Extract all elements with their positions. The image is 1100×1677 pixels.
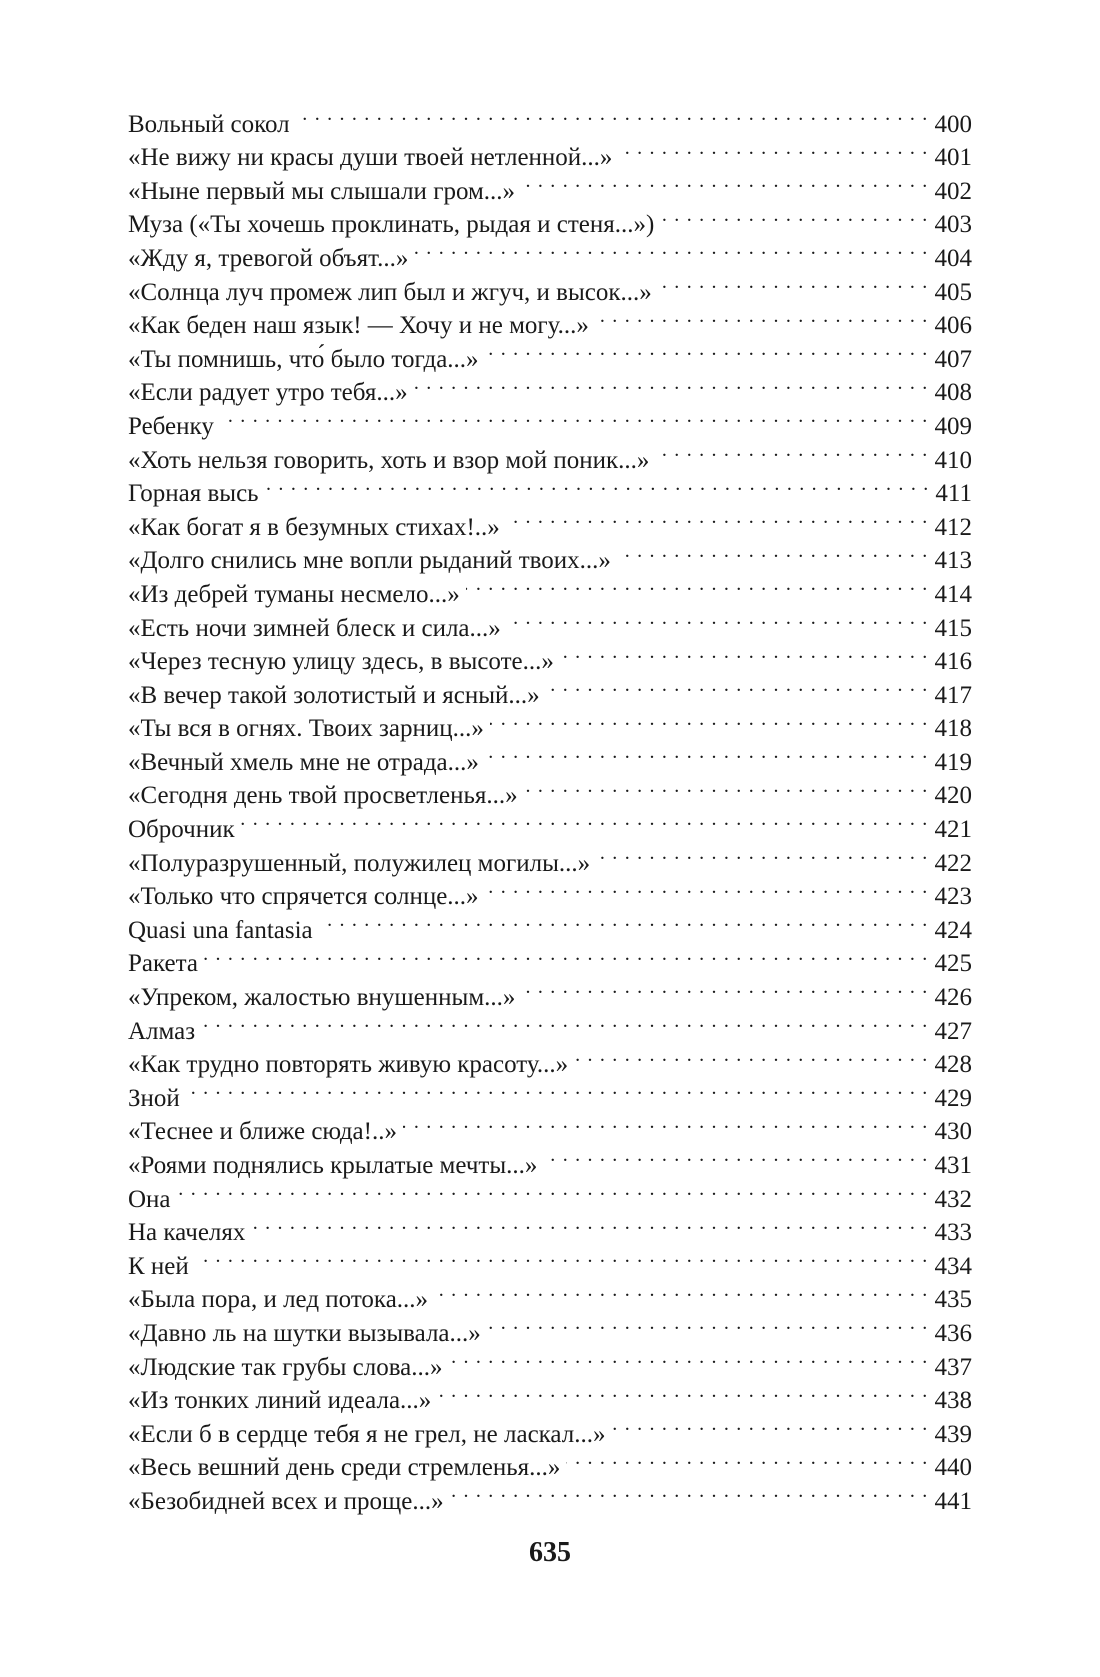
toc-entry-page: 433 xyxy=(934,1219,972,1247)
toc-entry-page: 404 xyxy=(934,244,972,272)
toc-entry-title: «Теснее и ближе сюда!..» xyxy=(128,1118,397,1146)
toc-entry xyxy=(128,1106,972,1146)
toc-entry-title: Ракета xyxy=(128,950,198,978)
dot-leader xyxy=(560,636,929,670)
toc-entry-page: 421 xyxy=(934,816,972,844)
dot-leader xyxy=(595,300,929,334)
toc-entry xyxy=(128,1173,972,1213)
dot-leader xyxy=(596,837,928,871)
toc-entry-title: «Солнца луч промеж лип был и жгуч, и высок...» xyxy=(128,278,652,306)
dot-leader xyxy=(521,971,928,1005)
toc-entry-page: 402 xyxy=(934,177,972,205)
dot-leader xyxy=(655,434,928,468)
dot-leader xyxy=(201,1005,928,1039)
dot-leader xyxy=(487,1307,929,1341)
dot-leader xyxy=(177,1173,929,1207)
toc-entry-page: 401 xyxy=(934,144,972,172)
toc-entry-title: «Только что спрячется солнце...» xyxy=(128,883,479,911)
toc-entry-title: «Как трудно повторять живую красоту...» xyxy=(128,1051,569,1079)
toc-entry-title: «Сегодня день твой просветленья...» xyxy=(128,782,518,810)
toc-entry-page: 419 xyxy=(934,748,972,776)
toc-entry-title: «Если б в сердце тебя я не грел, не ласкал...» xyxy=(128,1420,606,1448)
toc-entry-title: «Из дебрей туманы несмело...» xyxy=(128,580,460,608)
toc-entry-page: 441 xyxy=(934,1487,972,1515)
toc-entry-page: 410 xyxy=(934,446,972,474)
toc-entry-page: 428 xyxy=(934,1051,972,1079)
toc-entry-title: «Не вижу ни красы души твоей нетленной...» xyxy=(128,144,613,172)
dot-leader xyxy=(566,1442,928,1476)
toc-entry-title: «Из тонких линий идеала...» xyxy=(128,1387,432,1415)
toc-entry-title: Горная высь xyxy=(128,480,259,508)
dot-leader xyxy=(490,703,929,737)
toc-entry-page: 405 xyxy=(934,278,972,306)
dot-leader xyxy=(524,770,929,804)
toc-entry-page: 418 xyxy=(934,715,972,743)
toc-entry-title: «Была пора, и лед потока...» xyxy=(128,1286,429,1314)
toc-entry-title: «Упреком, жалостью внушенным...» xyxy=(128,984,516,1012)
toc-entry xyxy=(128,400,972,440)
dot-leader xyxy=(414,367,929,401)
toc-entry-page: 434 xyxy=(934,1252,972,1280)
toc-entry-title: «Полуразрушенный, полужилец могилы...» xyxy=(128,849,591,877)
dot-leader xyxy=(507,602,929,636)
toc-entry xyxy=(128,1072,972,1112)
dot-leader xyxy=(658,266,929,300)
toc-entry-page: 422 xyxy=(934,849,972,877)
toc-entry xyxy=(128,1039,972,1079)
dot-leader xyxy=(251,1207,928,1241)
toc-entry-page: 423 xyxy=(934,883,972,911)
table-of-contents xyxy=(128,98,972,1515)
dot-leader xyxy=(660,199,928,233)
toc-entry-title: «Как беден наш язык! — Хочу и не могу...» xyxy=(128,312,589,340)
dot-leader xyxy=(220,400,929,434)
toc-entry-title: «Есть ночи зимней блеск и сила...» xyxy=(128,614,501,642)
toc-entry xyxy=(128,971,972,1012)
toc-entry-title: Ребенку xyxy=(128,412,214,440)
toc-entry-title: «Роями поднялись крылатые мечты...» xyxy=(128,1152,538,1179)
dot-leader xyxy=(450,1475,929,1509)
toc-entry-title: Алмаз xyxy=(128,1017,196,1045)
dot-leader xyxy=(611,1408,928,1442)
toc-entry-title: «Если радует утро тебя...» xyxy=(128,379,408,407)
toc-entry-page: 415 xyxy=(934,614,972,642)
toc-entry-title: «Ты вся в огнях. Твоих зарниц...» xyxy=(128,715,484,743)
toc-entry xyxy=(128,1005,972,1045)
toc-entry-title: «В вечер такой золотистый и ясный...» xyxy=(128,681,540,709)
toc-entry-title: «Как богат я в безумных стихах!..» xyxy=(128,513,500,541)
dot-leader xyxy=(265,468,930,502)
dot-leader xyxy=(618,132,928,166)
dot-leader xyxy=(449,1341,929,1375)
toc-entry xyxy=(128,1207,972,1247)
dot-leader xyxy=(617,535,929,569)
dot-leader xyxy=(485,333,929,367)
toc-entry xyxy=(128,434,972,474)
toc-entry-page: 416 xyxy=(934,648,972,676)
dot-leader xyxy=(414,232,928,266)
toc-entry-page: 438 xyxy=(934,1387,972,1415)
dot-leader xyxy=(437,1375,928,1409)
toc-entry-page: 417 xyxy=(934,681,972,709)
dot-leader xyxy=(241,803,929,837)
toc-entry-page: 432 xyxy=(934,1185,972,1213)
toc-entry-title: К ней xyxy=(128,1252,189,1280)
toc-entry xyxy=(128,938,972,978)
dot-leader xyxy=(186,1072,929,1106)
toc-entry-page: 414 xyxy=(934,580,972,608)
dot-leader xyxy=(195,1240,929,1274)
toc-entry-title: «Ты помнишь, что́ было тогда...» xyxy=(128,345,479,373)
toc-entry-page: 426 xyxy=(934,984,972,1012)
toc-entry-page: 407 xyxy=(934,345,972,373)
toc-entry-page: 400 xyxy=(934,110,972,138)
dot-leader xyxy=(403,1106,929,1140)
toc-entry-page: 424 xyxy=(934,916,972,944)
dot-leader xyxy=(466,568,929,602)
toc-entry-title: Она xyxy=(128,1185,171,1213)
toc-entry-page: 408 xyxy=(934,379,972,407)
toc-entry xyxy=(128,1240,972,1280)
toc-entry-page: 411 xyxy=(935,480,972,508)
toc-entry xyxy=(128,1274,972,1314)
toc-entry-title: «Людские так грубы слова...» xyxy=(128,1353,443,1381)
toc-entry xyxy=(128,98,972,138)
toc-entry-page: 429 xyxy=(934,1084,972,1112)
toc-entry-page: 440 xyxy=(934,1454,972,1482)
toc-entry-title: «Весь вешний день среди стремленья...» xyxy=(128,1454,561,1482)
toc-entry-title: «Долго снились мне вопли рыданий твоих...» xyxy=(128,547,611,575)
dot-leader xyxy=(204,938,929,972)
toc-entry-page: 439 xyxy=(934,1420,972,1448)
dot-leader xyxy=(546,669,929,703)
toc-entry-title: Оброчник xyxy=(128,816,235,844)
toc-entry xyxy=(128,803,972,844)
page-number: 635 xyxy=(529,1537,571,1568)
toc-entry-page: 412 xyxy=(934,513,972,541)
toc-entry-page: 413 xyxy=(934,547,972,575)
toc-entry-title: Зной xyxy=(128,1084,180,1112)
toc-entry-title: На качелях xyxy=(128,1219,246,1247)
toc-entry-page: 436 xyxy=(934,1319,972,1347)
dot-leader xyxy=(506,501,929,535)
toc-entry-title: «Жду я, тревогой объят...» xyxy=(128,244,409,272)
dot-leader xyxy=(485,871,929,905)
toc-entry-page: 430 xyxy=(934,1118,972,1146)
toc-entry-title: «Через тесную улицу здесь, в высоте...» xyxy=(128,648,554,676)
toc-entry-page: 431 xyxy=(934,1152,972,1179)
toc-entry-page: 420 xyxy=(934,782,972,810)
dot-leader xyxy=(434,1274,928,1308)
dot-leader xyxy=(543,1139,928,1173)
toc-entry-page: 406 xyxy=(934,312,972,340)
toc-entry-title: Муза («Ты хочешь проклинать, рыдая и стеня...») xyxy=(128,211,655,239)
toc-entry-page: 409 xyxy=(934,412,972,440)
dot-leader xyxy=(574,1039,928,1073)
toc-entry-title: Quasi una fantasia xyxy=(128,916,313,944)
toc-entry-page: 437 xyxy=(934,1353,972,1381)
toc-entry-page: 425 xyxy=(934,950,972,978)
toc-entry-title: «Безобидней всех и проще...» xyxy=(128,1487,444,1515)
toc-entry-page: 435 xyxy=(934,1286,972,1314)
toc-entry-title: «Хоть нельзя говорить, хоть и взор мой поник...» xyxy=(128,446,650,474)
toc-entry-title: «Ныне первый мы слышали гром...» xyxy=(128,177,516,205)
toc-entry-title: «Вечный хмель мне не отрада...» xyxy=(128,748,479,776)
toc-entry-page: 427 xyxy=(934,1017,972,1045)
toc-entry-title: Вольный сокол xyxy=(128,110,290,138)
dot-leader xyxy=(319,904,929,938)
toc-entry-page: 403 xyxy=(934,211,972,239)
dot-leader xyxy=(521,165,928,199)
toc-entry-title: «Давно ль на шутки вызывала...» xyxy=(128,1319,481,1347)
dot-leader xyxy=(485,736,929,770)
dot-leader xyxy=(296,98,929,132)
toc-entry xyxy=(128,837,972,877)
